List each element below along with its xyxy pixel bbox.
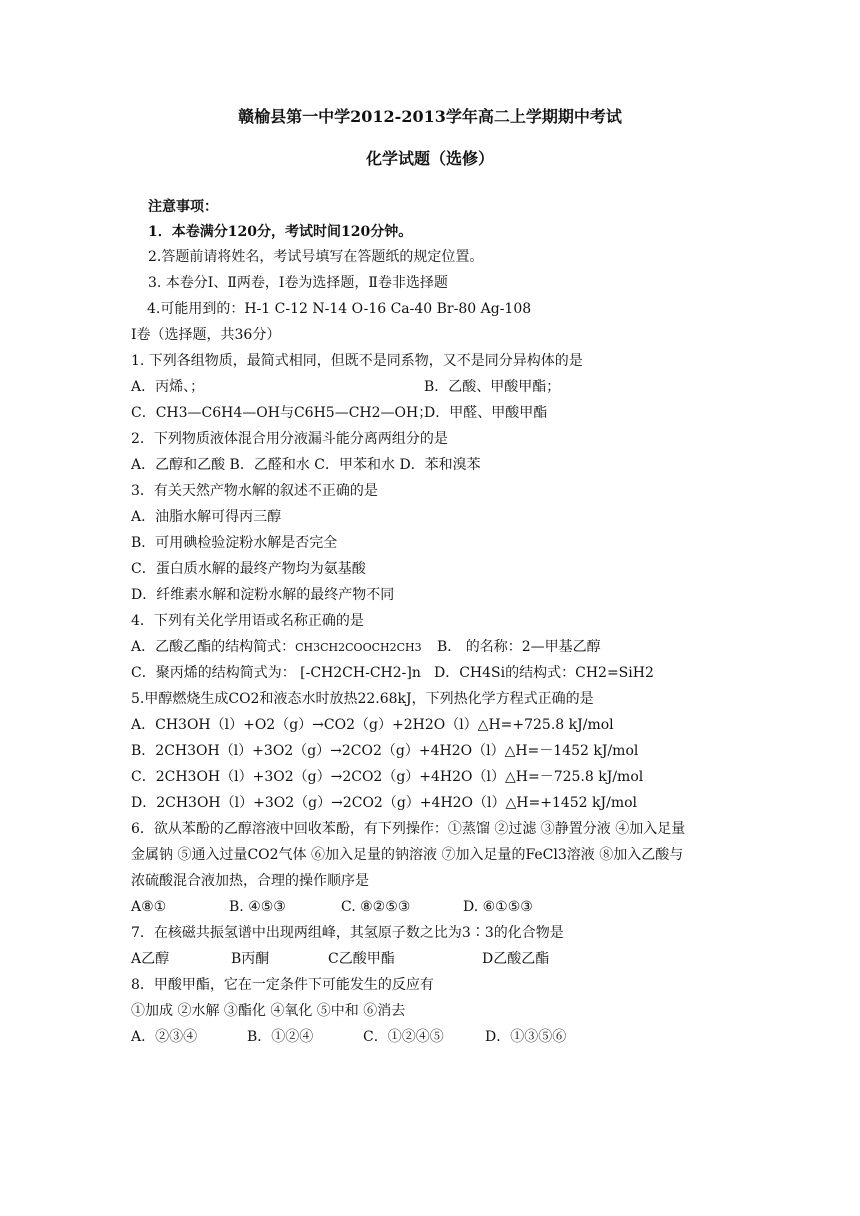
question-6-option-b: B. ④⑤③ xyxy=(229,899,286,915)
question-3-option-d: D．纤维素水解和淀粉水解的最终产物不同 xyxy=(131,587,395,603)
question-3-stem: 3．有关天然产物水解的叙述不正确的是 xyxy=(131,483,378,499)
question-8-option-c: C．①②④⑤ xyxy=(363,1029,444,1045)
question-4-option-b: B． 的名称：2—甲基乙醇 xyxy=(437,639,601,655)
question-4-stem: 4．下列有关化学用语或名称正确的是 xyxy=(131,613,364,629)
question-6-option-d: D. ⑥①⑤③ xyxy=(463,899,533,915)
question-7-option-c: C乙酸甲酯 xyxy=(328,951,395,967)
note-item-2: 2.答题前请将姓名，考试号填写在答题纸的规定位置。 xyxy=(148,249,484,265)
question-4-option-a-formula: CH3CH2COOCH2CH3 xyxy=(295,641,422,654)
question-8-option-d: D．①③⑤⑥ xyxy=(485,1029,567,1045)
note-item-4: 4.可能用到的：H-1 C-12 N-14 O-16 Ca-40 Br-80 Ag-108 xyxy=(147,301,532,317)
question-1-option-d: D．甲醛、甲酸甲酯 xyxy=(424,405,548,421)
question-2-stem: 2．下列物质液体混合用分液漏斗能分离两组分的是 xyxy=(131,431,448,447)
question-5-option-b: B．2CH3OH（l）+3O2（g）→2CO2（g）+4H2O（l）△H=－1452 kJ/mol xyxy=(131,743,639,759)
question-8-reactions: ①加成 ②水解 ③酯化 ④氧化 ⑤中和 ⑥消去 xyxy=(131,1003,406,1019)
question-3-option-b: B．可用碘检验淀粉水解是否完全 xyxy=(131,535,338,551)
question-5-option-d: D．2CH3OH（l）+3O2（g）→2CO2（g）+4H2O（l）△H=+1452 kJ/mol xyxy=(131,795,638,811)
question-6-option-a: A⑧① xyxy=(131,899,167,915)
question-1-stem: 1. 下列各组物质，最简式相同，但既不是同系物，又不是同分异构体的是 xyxy=(131,353,583,369)
question-7-option-a: A乙醇 xyxy=(131,951,170,967)
question-8-option-b: B．①②④ xyxy=(247,1029,314,1045)
question-5-option-a: A．CH3OH（l）+O2（g）→CO2（g）+2H2O（l）△H=+725.8 kJ/mol xyxy=(131,717,614,733)
question-8-stem: 8．甲酸甲酯，它在一定条件下可能发生的反应有 xyxy=(131,977,434,993)
question-4-option-c: C．聚丙烯的结构简式为： [-CH2CH-CH2-]n xyxy=(131,665,421,681)
question-6-stem-line-2: 金属钠 ⑤通入过量CO2气体 ⑥加入足量的钠溶液 ⑦加入足量的FeCl3溶液 ⑧加入乙酸与 xyxy=(131,847,684,863)
question-4-option-a xyxy=(131,637,422,658)
note-item-1: 1．本卷满分120分，考试时间120分钟。 xyxy=(148,224,413,240)
question-3-option-c: C．蛋白质水解的最终产物均为氨基酸 xyxy=(131,561,366,577)
question-7-option-b: B丙酮 xyxy=(231,951,270,967)
question-6-stem-line-3: 浓硫酸混合液加热，合理的操作顺序是 xyxy=(131,873,369,889)
question-5-stem: 5.甲醇燃烧生成CO2和液态水时放热22.68kJ，下列热化学方程式正确的是 xyxy=(131,691,594,707)
question-4-option-a-label: A．乙酸乙酯的结构简式： xyxy=(131,639,296,655)
exam-title: 赣榆县第一中学2012-2013学年高二上学期期中考试 xyxy=(238,107,622,126)
question-8-option-a: A．②③④ xyxy=(131,1029,198,1045)
question-6-option-c: C. ⑧②⑤③ xyxy=(341,899,411,915)
question-2-options: A．乙醇和乙酸 B．乙醛和水 C．甲苯和水 D．苯和溴苯 xyxy=(131,457,481,473)
question-7-stem: 7．在核磁共振氢谱中出现两组峰，其氢原子数之比为3∶3的化合物是 xyxy=(131,925,564,941)
question-7-option-d: D乙酸乙酯 xyxy=(482,951,550,967)
question-1-option-c: C．CH3—C6H4—OH与C6H5—CH2—OH； xyxy=(131,405,433,421)
question-3-option-a: A．油脂水解可得丙三醇 xyxy=(131,509,282,525)
question-1-option-a: A．丙烯、； xyxy=(131,379,205,395)
question-5-option-c: C．2CH3OH（l）+3O2（g）→2CO2（g）+4H2O（l）△H=－725.8 kJ/mol xyxy=(131,769,644,785)
question-4-option-d: D．CH4Si的结构式：CH2=SiH2 xyxy=(434,665,654,681)
exam-subtitle: 化学试题（选修） xyxy=(365,149,494,168)
notes-heading: 注意事项： xyxy=(148,199,218,215)
note-item-3: 3. 本卷分Ⅰ、Ⅱ两卷，Ⅰ卷为选择题，Ⅱ卷非选择题 xyxy=(148,275,448,291)
question-6-stem-line-1: 6．欲从苯酚的乙醇溶液中回收苯酚，有下列操作：①蒸馏 ②过滤 ③静置分液 ④加入足量 xyxy=(131,821,686,837)
question-1-option-b: B．乙酸、甲酸甲酯； xyxy=(424,379,561,395)
section-heading: Ⅰ卷（选择题，共36分） xyxy=(131,327,281,343)
